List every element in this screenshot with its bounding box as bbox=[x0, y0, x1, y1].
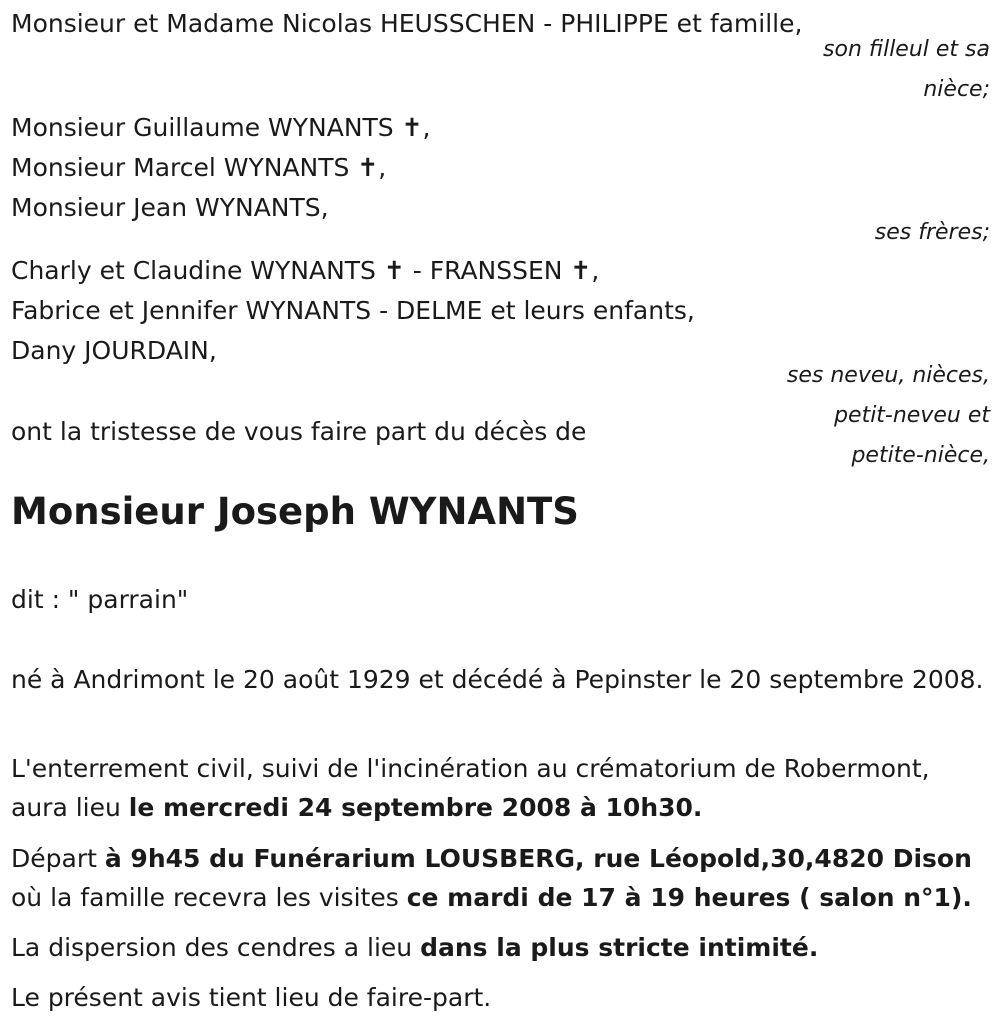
deceased-name: Monsieur Joseph WYNANTS bbox=[11, 490, 579, 533]
relation-nephews-1: ses neveu, nièces, bbox=[786, 363, 990, 388]
funeral-text: L'enterrement civil, suivi de l'incinération au crématorium de Robermont, aura lieu bbox=[11, 754, 930, 822]
visits-time: ce mardi de 17 à 19 heures ( salon n°1). bbox=[406, 883, 972, 912]
brother-jean: Monsieur Jean WYNANTS, bbox=[11, 193, 329, 222]
funeral-paragraph bbox=[11, 749, 986, 827]
funeral-date: le mercredi 24 septembre 2008 à 10h30. bbox=[128, 793, 703, 822]
departure-paragraph bbox=[11, 839, 986, 917]
announcement-line: ont la tristesse de vous faire part du décès de bbox=[11, 417, 587, 446]
notice-footer: Le présent avis tient lieu de faire-part. bbox=[11, 983, 492, 1012]
nephew-fabrice: Fabrice et Jennifer WYNANTS - DELME et leurs enfants, bbox=[11, 296, 695, 325]
relation-nephews-3: petite-nièce, bbox=[851, 443, 990, 468]
ashes-text: La dispersion des cendres a lieu bbox=[11, 933, 421, 962]
relation-nephews-2: petit-neveu et bbox=[834, 403, 990, 428]
ashes-privacy: dans la plus stricte intimité. bbox=[420, 933, 819, 962]
ashes-paragraph bbox=[11, 928, 986, 967]
visits-text: où la famille recevra les visites bbox=[11, 883, 407, 912]
departure-location: à 9h45 du Funérarium LOUSBERG, rue Léopold,30,4820 Dison bbox=[104, 844, 972, 873]
relation-brothers: ses frères; bbox=[874, 220, 990, 245]
relation-godson-niece-1: son filleul et sa bbox=[823, 37, 990, 62]
family-line-heusschen: Monsieur et Madame Nicolas HEUSSCHEN - PHILIPPE et famille, bbox=[11, 9, 803, 38]
brother-guillaume: Monsieur Guillaume WYNANTS ✝, bbox=[11, 113, 431, 142]
nephew-charly: Charly et Claudine WYNANTS ✝ - FRANSSEN ✝, bbox=[11, 256, 600, 285]
departure-text: Départ bbox=[11, 844, 105, 873]
nickname: dit : " parrain" bbox=[11, 585, 189, 614]
nephew-dany: Dany JOURDAIN, bbox=[11, 336, 217, 365]
birth-death-paragraph: né à Andrimont le 20 août 1929 et décédé à Pepinster le 20 septembre 2008. bbox=[11, 665, 984, 694]
relation-godson-niece-2: nièce; bbox=[923, 77, 990, 102]
brother-marcel: Monsieur Marcel WYNANTS ✝, bbox=[11, 153, 387, 182]
